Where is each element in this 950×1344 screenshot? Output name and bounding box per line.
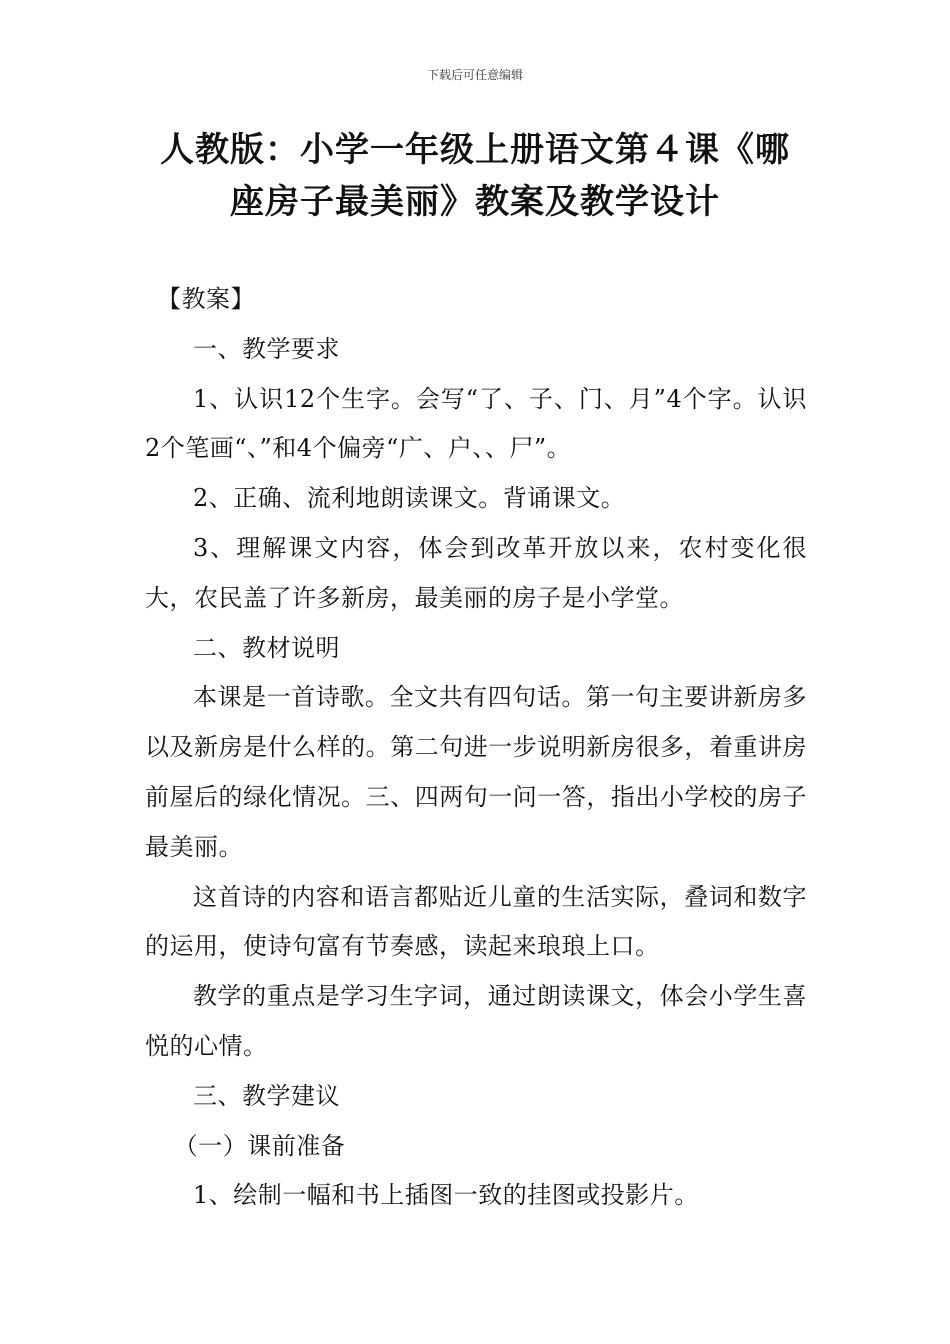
heading-teaching-suggestions: 三、教学建议: [193, 1081, 340, 1110]
document-body: [145, 275, 807, 1221]
paragraph-material-3: 教学的重点是学习生字词，通过朗读课文，体会小学生喜悦的心情。: [145, 982, 807, 1060]
paragraph-requirement-3: 3、理解课文内容，体会到改革开放以来，农村变化很大，农民盖了许多新房，最美丽的房子是小学堂。: [145, 533, 807, 612]
title-line-1: 人教版：小学一年级上册语文第４课《哪: [160, 130, 790, 170]
section-label-jiaoan: 【教案】: [157, 285, 255, 313]
paragraph-material-2: 这首诗的内容和语言都贴近儿童的生活实际，叠词和数字的运用，使诗句富有节奏感，读起来琅琅上口。: [145, 882, 807, 961]
paragraph-preparation-1: 1、绘制一幅和书上插图一致的挂图或投影片。: [193, 1181, 699, 1210]
title-line-2: 座房子最美丽》教案及教学设计: [230, 182, 720, 222]
header-note: 下载后可任意编辑: [426, 68, 523, 82]
paragraph-requirement-2: 2、正确、流利地朗读课文。背诵课文。: [193, 484, 626, 513]
paragraph-material-1: 本课是一首诗歌。全文共有四句话。第一句主要讲新房多以及新房是什么样的。第二句进一步说明新房很多，着重讲房前屋后的绿化情况。三、四两句一问一答，指出小学校的房子最美丽。: [145, 683, 807, 861]
heading-teaching-requirements: 一、教学要求: [193, 334, 340, 363]
heading-material-description: 二、教材说明: [193, 633, 340, 662]
subheading-preparation: （一）课前准备: [173, 1131, 346, 1160]
paragraph-requirement-1: 1、认识12个生字。会写“了、子、门、月”4个字。认识2个笔画“、”和4个偏旁“广、户、、尸”。: [145, 384, 807, 463]
document-title: [145, 124, 805, 228]
